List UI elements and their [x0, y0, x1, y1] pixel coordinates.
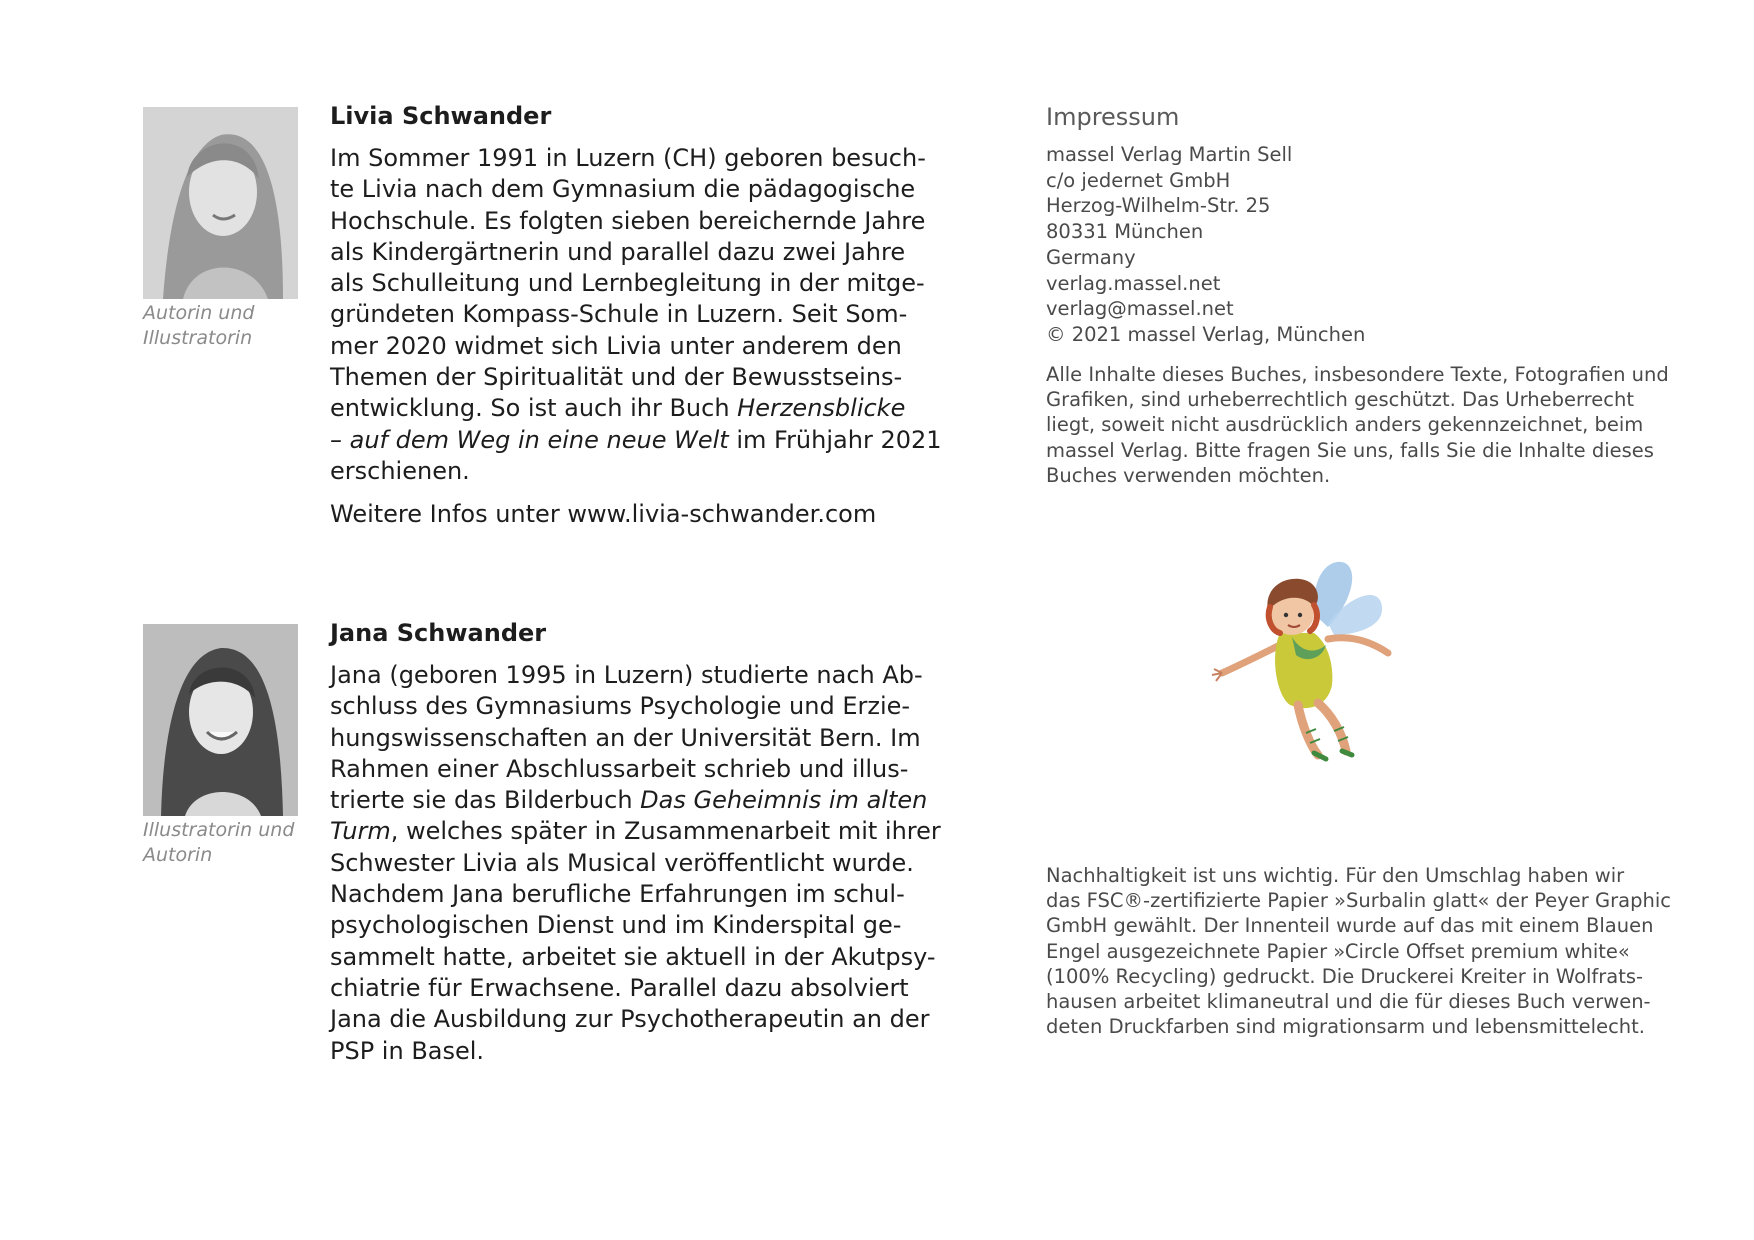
caption-line: Autorin und	[143, 302, 255, 324]
bio-line: Im Sommer 1991 in Luzern (CH) geboren besuch-	[330, 144, 926, 172]
bio-line: als Schulleitung und Lernbegleitung in der mitge-	[330, 269, 925, 298]
notice-line: Nachhaltigkeit ist uns wichtig. Für den Umschlag haben wir	[1046, 864, 1625, 887]
author-photo-jana	[143, 624, 298, 816]
publisher-address	[1046, 142, 1626, 348]
bio-line	[330, 425, 942, 456]
author-caption-livia	[143, 301, 313, 351]
bio-line: erschienen.	[330, 456, 470, 485]
bio-line: hungswissenschaften an der Universität Bern. Im	[330, 723, 921, 752]
notice-line: Grafiken, sind urheberrechtlich geschützt. Das Urheberrecht	[1046, 388, 1634, 412]
bio-line: Themen der Spiritualität und der Bewusstseins-	[330, 363, 903, 392]
bio-text	[330, 660, 941, 1067]
portrait-image	[143, 624, 298, 816]
author-bio-jana	[330, 618, 941, 1067]
address-line: c/o jedernet GmbH	[1046, 168, 1231, 192]
address-line: massel Verlag Martin Sell	[1046, 143, 1293, 166]
fairy-icon	[1210, 555, 1430, 775]
notice-line: liegt, soweit nicht ausdrücklich anders gekennzeichnet, beim	[1046, 413, 1644, 437]
author-caption-jana	[143, 818, 313, 868]
bio-line	[330, 785, 928, 816]
bio-text-run: im Frühjahr 2021	[728, 425, 942, 454]
fairy-illustration	[1210, 555, 1430, 779]
bio-line: Jana (geboren 1995 in Luzern) studierte nach Ab-	[330, 661, 923, 689]
notice-line: massel Verlag. Bitte fragen Sie uns, falls Sie die Inhalte dieses	[1046, 438, 1654, 462]
caption-line: Illustratorin	[143, 327, 253, 349]
bio-line	[330, 393, 920, 424]
bio-line: Rahmen einer Abschlussarbeit schrieb und illus-	[330, 754, 909, 783]
bio-line	[330, 816, 941, 847]
author-name: Livia Schwander	[330, 102, 552, 130]
notice-line: Alle Inhalte dieses Buches, insbesondere Texte, Fotografien und	[1046, 363, 1669, 386]
bio-line: chiatrie für Erwachsene. Parallel dazu absolviert	[330, 973, 909, 1002]
bio-line: Hochschule. Es folgten sieben bereichernde Jahre	[330, 206, 926, 235]
bio-text	[330, 143, 942, 531]
bio-line: Jana die Ausbildung zur Psychotherapeutin an der	[330, 1005, 930, 1034]
bio-line: gründeten Kompass-Schule in Luzern. Seit Som-	[330, 300, 908, 329]
address-line: © 2021 massel Verlag, München	[1046, 322, 1366, 346]
bio-line: schluss des Gymnasiums Psychologie und Erzie-	[330, 692, 911, 721]
notice-line: Buches verwenden möchten.	[1046, 463, 1331, 487]
address-line: Germany	[1046, 245, 1136, 269]
notice-line: das FSC®-zertifizierte Papier »Surbalin glatt« der Peyer Graphic	[1046, 889, 1671, 913]
notice-line: GmbH gewählt. Der Innenteil wurde auf das mit einem Blauen	[1046, 914, 1654, 938]
bio-line: als Kindergärtnerin und parallel dazu zwei Jahre	[330, 237, 906, 266]
bio-line: te Livia nach dem Gymnasium die pädagogische	[330, 175, 916, 204]
book-title: – auf dem Weg in eine neue Welt	[330, 425, 729, 454]
impressum-section	[1046, 101, 1626, 348]
book-title: Turm	[330, 817, 391, 846]
address-line: Herzog-Wilhelm-Str. 25	[1046, 194, 1271, 218]
caption-line: Autorin	[143, 844, 213, 866]
book-title: Herzensblicke	[737, 394, 906, 423]
bio-line: PSP in Basel.	[330, 1036, 485, 1065]
portrait-image	[143, 107, 298, 299]
bio-line: Nachdem Jana berufliche Erfahrungen im schul-	[330, 880, 905, 909]
copyright-notice	[1046, 362, 1669, 488]
bio-text-run: , welches später in Zusammenarbeit mit ihrer	[390, 817, 941, 846]
bio-text-run: trierte sie das Bilderbuch	[330, 786, 641, 815]
email-link[interactable]: verlag@massel.net	[1046, 297, 1234, 321]
notice-line: (100% Recycling) gedruckt. Die Druckerei Kreiter in Wolfrats-	[1046, 964, 1644, 988]
website-link[interactable]: verlag.massel.net	[1046, 271, 1221, 295]
bio-text-run: entwicklung. So ist auch ihr Buch	[330, 394, 738, 423]
author-bio-livia	[330, 101, 942, 531]
caption-line: Illustratorin und	[143, 819, 295, 841]
bio-line: psychologischen Dienst und im Kinderspital ge-	[330, 911, 902, 940]
address-line: 80331 München	[1046, 220, 1204, 244]
bio-line: sammelt hatte, arbeitet sie aktuell in der Akutpsy-	[330, 942, 936, 971]
author-photo-livia	[143, 107, 298, 299]
book-title: Das Geheimnis im alten	[640, 786, 928, 815]
notice-line: hausen arbeitet klimaneutral und die für dieses Buch verwen-	[1046, 990, 1651, 1014]
sustainability-note	[1046, 863, 1671, 1039]
notice-line: Engel ausgezeichnete Papier »Circle Offset premium white«	[1046, 939, 1630, 963]
bio-line: mer 2020 widmet sich Livia unter anderem den	[330, 331, 902, 360]
author-name: Jana Schwander	[330, 619, 547, 647]
bio-line: Schwester Livia als Musical veröffentlicht wurde.	[330, 848, 914, 877]
notice-line: deten Druckfarben sind migrationsarm und lebensmittelecht.	[1046, 1015, 1645, 1039]
more-info-line: Weitere Infos unter www.livia-schwander.com	[330, 500, 877, 529]
impressum-heading: Impressum	[1046, 103, 1180, 131]
